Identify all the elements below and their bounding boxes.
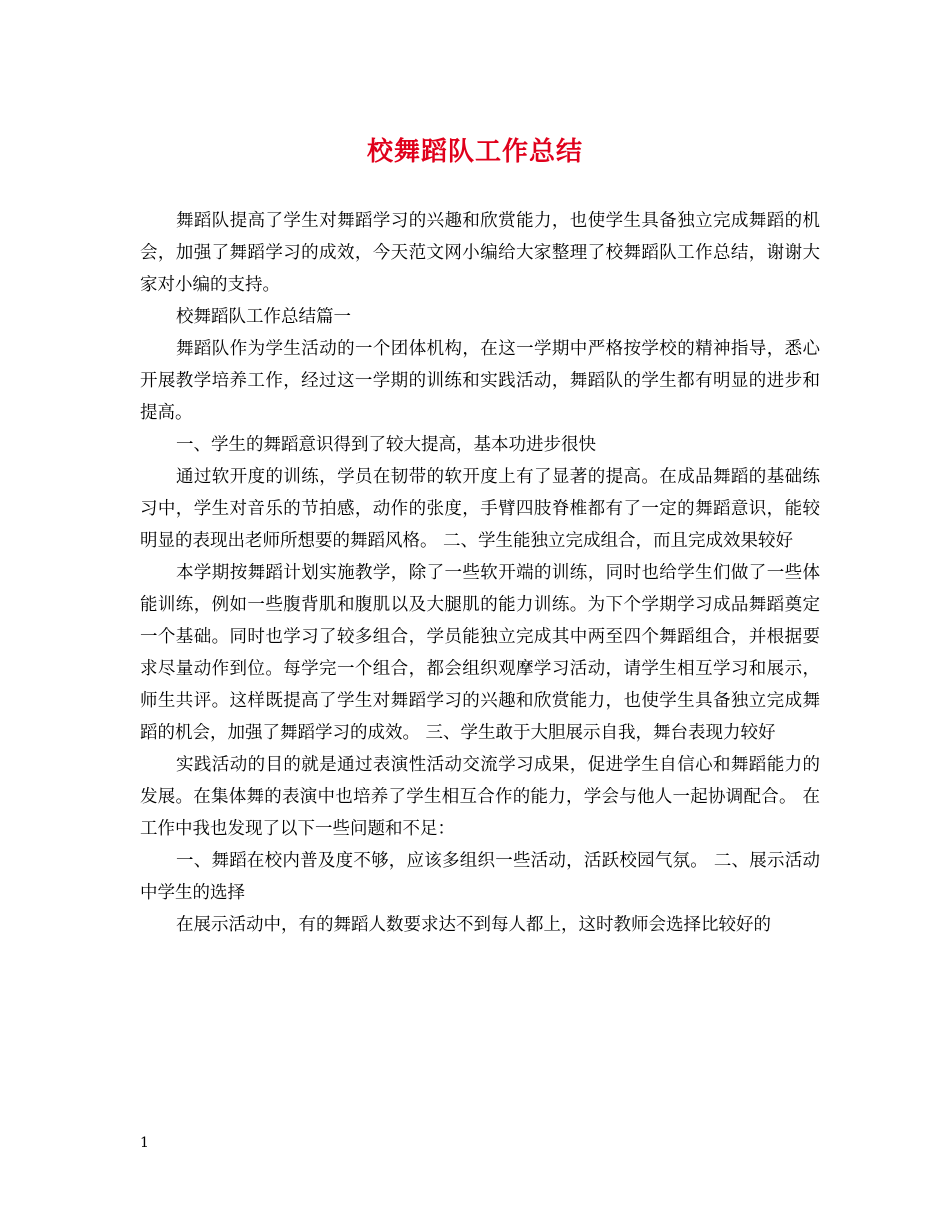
paragraph-showcase: 在展示活动中，有的舞蹈人数要求达不到每人都上，这时教师会选择比较好的 (176, 915, 771, 935)
paragraph-section-heading: 校舞蹈队工作总结篇一 (176, 307, 351, 327)
document-title: 校舞蹈队工作总结 (366, 137, 583, 167)
paragraph-point-one-heading: 一、学生的舞蹈意识得到了较大提高，基本功进步很快 (176, 435, 596, 455)
paragraph-flexibility-training: 通过软开度的训练，学员在韧带的软开度上有了显著的提高。在成品舞蹈的基础练习中，学生对音乐的节拍感，动作的张度，手臂四肢脊椎都有了一定的舞蹈意识，能较明显的表现出老师所想要的舞蹈风格。 二、学生能独立完成组合，而且完成效果较好 (140, 467, 820, 551)
page-number: 1 (140, 1135, 149, 1151)
paragraph-overview: 舞蹈队作为学生活动的一个团体机构，在这一学期中严格按学校的精神指导，悉心开展教学培养工作，经过这一学期的训练和实践活动，舞蹈队的学生都有明显的进步和提高。 (140, 339, 820, 423)
document-body (140, 205, 820, 941)
paragraph-teaching-plan: 本学期按舞蹈计划实施教学，除了一些软开端的训练，同时也给学生们做了一些体能训练，例如一些腹背肌和腹肌以及大腿肌的能力训练。为下个学期学习成品舞蹈奠定一个基础。同时也学习了较多组合，学员能独立完成其中两至四个舞蹈组合，并根据要求尽量动作到位。每学完一个组合，都会组织观摩学习活动，请学生相互学习和展示，师生共评。这样既提高了学生对舞蹈学习的兴趣和欣赏能力，也使学生具备独立完成舞蹈的机会，加强了舞蹈学习的成效。 三、学生敢于大胆展示自我，舞台表现力较好 (140, 563, 820, 743)
paragraph-problems: 一、舞蹈在校内普及度不够，应该多组织一些活动，活跃校园气氛。 二、展示活动中学生的选择 (140, 851, 820, 903)
paragraph-practice-activities: 实践活动的目的就是通过表演性活动交流学习成果，促进学生自信心和舞蹈能力的发展。在集体舞的表演中也培养了学生相互合作的能力，学会与他人一起协调配合。 在工作中我也发现了以下一些问题和不足： (140, 755, 820, 839)
paragraph-intro: 舞蹈队提高了学生对舞蹈学习的兴趣和欣赏能力，也使学生具备独立完成舞蹈的机会，加强了舞蹈学习的成效，今天范文网小编给大家整理了校舞蹈队工作总结，谢谢大家对小编的支持。 (140, 211, 820, 295)
